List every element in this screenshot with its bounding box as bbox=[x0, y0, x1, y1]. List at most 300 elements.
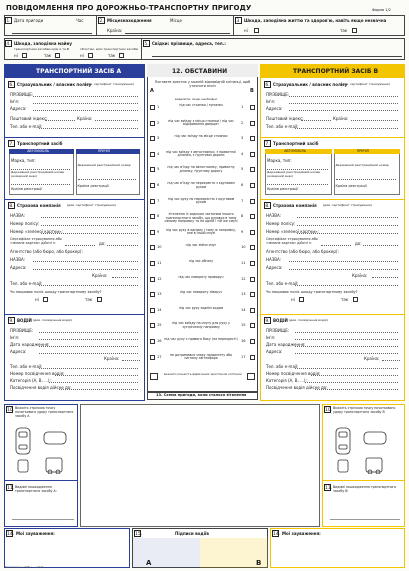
field-10b-number: 10. bbox=[325, 408, 333, 413]
visible-damage-b-label: Видимі пошкодження транспортного засобу В: bbox=[333, 485, 397, 493]
field-5-number: 5. bbox=[144, 42, 149, 47]
driver-a-country-input[interactable] bbox=[122, 356, 140, 361]
circumstance-17-a-checkbox[interactable] bbox=[150, 355, 155, 360]
ins-a-greencard-input[interactable] bbox=[41, 229, 138, 234]
circumstance-11-b-checkbox[interactable] bbox=[250, 261, 255, 266]
ins-a-name-input[interactable] bbox=[41, 213, 138, 218]
ins-b-agency-label: Агентство (або бюро, або брокер): bbox=[266, 249, 339, 254]
circumstance-7-a-number: 7 bbox=[157, 198, 160, 203]
driver-b-name-input[interactable] bbox=[295, 335, 398, 340]
policyholder-b-label: Страхувальник / власник полісу bbox=[273, 82, 348, 87]
damage-v-yes-label: так bbox=[44, 53, 52, 58]
driver-a-name-input[interactable] bbox=[39, 335, 138, 340]
ins-b-agency-name-label: НАЗВА: bbox=[266, 257, 282, 262]
circumstance-11-b-number: 11 bbox=[241, 261, 246, 265]
ins-b-coverage-no[interactable] bbox=[299, 297, 304, 302]
vehicle-b-label: Транспортний засіб bbox=[273, 141, 319, 146]
circumstance-8-a-number: 8 bbox=[157, 214, 160, 219]
driver-b-category-label: Категорія (A, B, ...): bbox=[266, 378, 307, 383]
circumstance-17-b-number: 17 bbox=[241, 354, 246, 359]
damage-v-no-label: ні bbox=[14, 53, 18, 58]
field-11b-number: 11. bbox=[325, 486, 333, 491]
field-4-number: 4. bbox=[6, 42, 11, 47]
impact-point-a-label: Вкажіть стрілкою точку початкового удару транспортного засобу А bbox=[15, 406, 74, 418]
visible-damage-b-input[interactable] bbox=[330, 500, 400, 520]
field-1-number: 1. bbox=[6, 19, 11, 24]
auto-b-country-label: Країна реєстрації bbox=[267, 187, 299, 191]
circumstance-8-b-checkbox[interactable] bbox=[250, 214, 255, 219]
circumstance-1-b-number: 1 bbox=[241, 105, 244, 109]
circumstance-11-text: під час обгону bbox=[188, 259, 214, 263]
driver-a-surname-label: ПРІЗВИЩЕ: bbox=[10, 328, 34, 333]
trailer-a-country-label: Країна реєстрації bbox=[77, 184, 109, 188]
ins-b-cov-no-label: ні bbox=[291, 297, 295, 302]
circumstance-3-b-checkbox[interactable] bbox=[250, 136, 255, 141]
circumstance-6-text: під час в'їзду на перехрестя з круговим рухом bbox=[167, 181, 235, 189]
circumstance-14-b-number: 14 bbox=[241, 307, 246, 312]
ins-b-greencard-input[interactable] bbox=[297, 229, 398, 234]
ins-a-agency-phone-label: Тел. або e-mail: bbox=[10, 281, 43, 286]
ins-a-policy-input[interactable] bbox=[41, 221, 138, 226]
witnesses-label: Свідки: прізвище, адреса, тел.: bbox=[152, 41, 226, 46]
circumstance-17-text: не дотримався знаку пріоритету або сигналу світлофора bbox=[169, 352, 233, 361]
circumstance-13-a-number: 13 bbox=[157, 292, 162, 297]
circumstance-7-b-checkbox[interactable] bbox=[250, 199, 255, 204]
ph-b-address-label: Адреса: bbox=[266, 106, 283, 111]
circumstance-9-a-number: 9 bbox=[157, 229, 160, 234]
ins-b-to-label: до: bbox=[355, 241, 362, 246]
auto-a-header: АВТОМОБІЛЬ bbox=[27, 149, 50, 153]
circumstance-14-a-number: 14 bbox=[157, 307, 162, 312]
column-a-label: А bbox=[150, 88, 154, 94]
circumstance-6-b-checkbox[interactable] bbox=[250, 183, 255, 188]
driver-b-valid-label: Посвідчення водія дійсне до: bbox=[266, 385, 328, 390]
circumstance-5-a-checkbox[interactable] bbox=[150, 167, 155, 172]
driver-b-license-input[interactable] bbox=[311, 371, 398, 376]
ph-b-postcode-input[interactable] bbox=[301, 116, 331, 121]
circumstance-3-a-number: 3 bbox=[157, 136, 160, 141]
circumstance-7-b-number: 7 bbox=[241, 198, 244, 203]
circumstance-3-b-number: 3 bbox=[241, 136, 244, 141]
count-box-a[interactable] bbox=[150, 373, 158, 380]
signature-a-letter: A bbox=[146, 559, 152, 567]
circumstance-8-text: зіткнення із задньою частиною іншого транспортного засобу, що рухався в тому самому напрямку та по одній і тій же смузі bbox=[164, 212, 238, 224]
circumstance-9-b-checkbox[interactable] bbox=[250, 230, 255, 235]
damage-objects-no[interactable] bbox=[88, 53, 93, 58]
field-9b-number: 9. bbox=[265, 319, 270, 324]
driver-b-surname-input[interactable] bbox=[295, 328, 398, 333]
impact-point-b-label: Вкажіть стрілкою точку початкового удару транспортного засобу В bbox=[333, 406, 396, 414]
circumstance-9-text: під час руху в одному і тому ж напрямку, але в іншій смузі bbox=[165, 227, 237, 236]
ph-b-phone-label: Тел. або e-mail: bbox=[266, 124, 299, 129]
circumstance-4-a-checkbox[interactable] bbox=[150, 152, 155, 157]
ins-b-coverage-label: Чи покриває поліс шкоду транспортному засобу? bbox=[266, 290, 358, 294]
circumstance-10-a-checkbox[interactable] bbox=[150, 245, 155, 250]
vehicle-a-label: Транспортний засіб bbox=[17, 141, 63, 146]
ph-a-name-label: Ім'я: bbox=[10, 99, 20, 104]
trailer-a-reg-label: Державний реєстраційний номер bbox=[77, 163, 131, 167]
circumstance-12-a-checkbox[interactable] bbox=[150, 277, 155, 282]
circumstances-intro-sub: видалити, якщо необхідно bbox=[175, 97, 218, 101]
circumstance-17-b-checkbox[interactable] bbox=[250, 355, 255, 360]
driver-b-address-input[interactable] bbox=[295, 349, 398, 354]
driver-a-license-input[interactable] bbox=[55, 371, 138, 376]
driver-b-label: ВОДІЙ bbox=[273, 318, 288, 323]
insurer-b-label: Страхова компанія bbox=[273, 203, 317, 208]
damage-vehicles-yes[interactable] bbox=[55, 53, 60, 58]
ins-b-cert-label: Сертифікат страхування або «зелена картка» дійсні з: bbox=[266, 237, 318, 245]
ins-b-name-input[interactable] bbox=[297, 213, 398, 218]
circumstance-5-b-number: 5 bbox=[241, 167, 244, 172]
circumstance-2-text: під час виїзду з місця стоянки / під час відкривання дверцят bbox=[168, 118, 234, 127]
ph-b-name-label: Ім'я: bbox=[266, 99, 276, 104]
driver-b-dob-label: Дата народження: bbox=[266, 342, 306, 347]
circumstance-8-a-checkbox[interactable] bbox=[150, 214, 155, 219]
circumstance-16-b-number: 16 bbox=[241, 339, 246, 343]
auto-b-make-label: Марка, тип: bbox=[267, 158, 292, 163]
circumstance-12-text: під час повороту праворуч bbox=[178, 274, 224, 279]
ph-a-address-label: Адреса: bbox=[10, 106, 27, 111]
ph-a-surname-label: ПРІЗВИЩЕ: bbox=[10, 92, 34, 97]
circumstance-10-a-number: 10 bbox=[157, 245, 162, 250]
ins-b-policy-input[interactable] bbox=[297, 221, 398, 226]
circumstance-15-a-number: 15 bbox=[157, 323, 162, 328]
ins-a-policy-label: Номер полісу: bbox=[10, 221, 40, 226]
circumstance-1-b-checkbox[interactable] bbox=[250, 105, 255, 110]
driver-a-address-input[interactable] bbox=[39, 349, 138, 354]
circumstance-9-b-number: 9 bbox=[241, 229, 244, 234]
circumstance-10-text: під час зміни смуг bbox=[185, 243, 217, 248]
circumstance-9-a-checkbox[interactable] bbox=[150, 230, 155, 235]
driver-b-license-label: Номер посвідчення водія: bbox=[266, 371, 321, 376]
circumstance-6-a-checkbox[interactable] bbox=[150, 183, 155, 188]
circumstance-16-text: під час руху з правого боку (на перехресті) bbox=[164, 337, 238, 341]
field-6b-number: 6. bbox=[265, 83, 270, 88]
ins-b-greencard-label: Номер «зеленої картки»: bbox=[266, 229, 319, 234]
ins-b-agency-country-input[interactable] bbox=[372, 273, 398, 278]
form-code: Форма 1/2 bbox=[372, 8, 391, 12]
witnesses-input[interactable] bbox=[152, 50, 402, 57]
circumstance-2-b-checkbox[interactable] bbox=[250, 121, 255, 126]
driver-b-dob-input[interactable] bbox=[295, 342, 398, 347]
ph-b-country-label: Країна: bbox=[333, 116, 349, 121]
ph-a-postcode-input[interactable] bbox=[45, 116, 75, 121]
circumstance-14-a-checkbox[interactable] bbox=[150, 308, 155, 313]
ph-b-name-input[interactable] bbox=[289, 99, 398, 104]
ph-b-address-input[interactable] bbox=[289, 106, 398, 111]
driver-a-category-input[interactable] bbox=[49, 378, 138, 383]
policyholder-a-note: (див. сертифікат страхування) bbox=[85, 82, 134, 86]
ph-a-phone-label: Тел. або e-mail: bbox=[10, 124, 43, 129]
field-8a-number: 8. bbox=[9, 204, 14, 209]
field-14b-number: 14. bbox=[273, 532, 281, 537]
circumstance-14-b-checkbox[interactable] bbox=[250, 308, 255, 313]
visible-damage-a-input[interactable] bbox=[12, 500, 74, 520]
circumstance-4-b-checkbox[interactable] bbox=[250, 152, 255, 157]
field-2-number: 2. bbox=[99, 19, 104, 24]
field-7a-number: 7. bbox=[9, 142, 14, 147]
count-label: вказати кількість відмічених хрестиком клітинок bbox=[163, 372, 243, 376]
circumstances-title: 12. ОБСТАВИНИ bbox=[172, 68, 228, 75]
circumstance-1-text: під час стоянки / зупинки bbox=[179, 103, 223, 107]
driver-b-surname-label: ПРІЗВИЩЕ: bbox=[266, 328, 290, 333]
circumstance-13-a-checkbox[interactable] bbox=[150, 292, 155, 297]
ins-a-agency-phone-input[interactable] bbox=[39, 281, 138, 286]
circumstance-16-a-checkbox[interactable] bbox=[150, 339, 155, 344]
circumstance-10-b-checkbox[interactable] bbox=[250, 245, 255, 250]
driver-a-address-label: Адреса: bbox=[10, 349, 27, 354]
ph-b-phone-input[interactable] bbox=[295, 124, 398, 129]
circumstance-8-b-number: 8 bbox=[241, 214, 244, 219]
time-label: Час bbox=[76, 18, 84, 23]
circumstances-intro: Поставте хрестик у кожній відповідній клітинці, щоб уточнити ескіз bbox=[154, 80, 251, 88]
field-14a-number: 14. bbox=[7, 532, 15, 537]
ins-b-valid-to[interactable] bbox=[363, 241, 398, 246]
country-label: Країна: bbox=[107, 28, 123, 33]
signature-b-area[interactable] bbox=[204, 540, 264, 560]
ins-a-name-label: НАЗВА: bbox=[10, 213, 26, 218]
ph-a-country-input[interactable] bbox=[95, 116, 138, 121]
signatures-label: Підписи водіїв bbox=[175, 531, 209, 536]
damage-o-yes-label: так bbox=[108, 53, 116, 58]
auto-b-reg-label: Державний реєстраційний номер (номерний знак) bbox=[267, 170, 321, 178]
ins-a-coverage-no[interactable] bbox=[43, 297, 48, 302]
ins-b-agency-country-label: Країна: bbox=[352, 273, 368, 278]
auto-b-reg-input[interactable] bbox=[267, 180, 328, 185]
ins-a-cert-label: Сертифікат страхування або «зелена картка» дійсні з: bbox=[10, 237, 62, 245]
ins-b-policy-label: Номер полісу: bbox=[266, 221, 296, 226]
insurer-a-note: (див. сертифікат страхування) bbox=[67, 203, 116, 207]
damage-objects-yes[interactable] bbox=[119, 53, 124, 58]
circumstance-12-a-number: 12 bbox=[157, 276, 162, 281]
circumstance-14-text: під час руху заднім ходом bbox=[178, 305, 224, 310]
driver-b-country-label: Країна: bbox=[364, 356, 380, 361]
ins-a-agency-country-input[interactable] bbox=[112, 273, 138, 278]
ins-b-agency-name-input[interactable] bbox=[289, 257, 398, 262]
ins-a-agency-address-label: Адреса: bbox=[10, 265, 27, 270]
remarks-b-input[interactable] bbox=[280, 540, 400, 564]
auto-a-country-label: Країна реєстрації bbox=[11, 187, 43, 191]
ins-b-agency-address-label: Адреса: bbox=[266, 265, 283, 270]
sketch-area[interactable] bbox=[80, 404, 320, 527]
damage-vehicles-no[interactable] bbox=[22, 53, 27, 58]
column-b-label: В bbox=[250, 88, 254, 94]
signature-a-area[interactable] bbox=[136, 540, 196, 560]
circumstance-6-a-number: 6 bbox=[157, 183, 160, 187]
driver-a-phone-label: Тел. або e-mail: bbox=[10, 364, 43, 369]
trailer-b-reg-label: Державний реєстраційний номер bbox=[335, 163, 389, 167]
form-title: ПОВІДОМЛЕННЯ ПРО ДОРОЖНЬО-ТРАНСПОРТНУ ПРИГОДУ bbox=[6, 4, 252, 12]
property-damage-label: Шкода, заподіяна майну bbox=[14, 41, 72, 46]
driver-b-valid-input[interactable] bbox=[315, 385, 398, 390]
trailer-b-reg-input[interactable] bbox=[336, 175, 397, 180]
sketch-title: 13. Схема пригоди, коли сталося зіткнення bbox=[156, 393, 247, 397]
driver-a-dob-input[interactable] bbox=[39, 342, 138, 347]
injury-no-checkbox[interactable] bbox=[254, 28, 259, 33]
auto-b-header: АВТОМОБІЛЬ bbox=[284, 149, 307, 153]
circumstance-13-b-checkbox[interactable] bbox=[250, 292, 255, 297]
circumstance-7-text: під час руху по перехрестю з круговим рухом bbox=[167, 196, 235, 205]
driver-a-label: ВОДІЙ bbox=[17, 318, 32, 323]
ph-a-country-label: Країна: bbox=[77, 116, 93, 121]
ph-b-surname-input[interactable] bbox=[289, 92, 398, 97]
circumstance-5-a-number: 5 bbox=[157, 167, 160, 172]
field-15-number: 15. bbox=[135, 532, 143, 537]
circumstance-12-b-number: 12 bbox=[241, 276, 246, 281]
driver-a-valid-label: Посвідчення водія дійсне до: bbox=[10, 385, 72, 390]
ins-a-greencard-label: Номер «зеленої картки»: bbox=[10, 229, 63, 234]
ph-b-surname-label: ПРІЗВИЩЕ: bbox=[266, 92, 290, 97]
remarks-a-input[interactable] bbox=[14, 540, 126, 564]
driver-a-surname-input[interactable] bbox=[39, 328, 138, 333]
driver-a-valid-input[interactable] bbox=[59, 385, 138, 390]
remarks-b-label: Мої зауваження: bbox=[282, 531, 321, 536]
auto-a-reg-input[interactable] bbox=[11, 180, 70, 185]
driver-b-name-label: Ім'я: bbox=[266, 335, 276, 340]
ins-b-agency-phone-label: Тел. або e-mail: bbox=[266, 281, 299, 286]
circumstance-15-b-number: 15 bbox=[241, 323, 246, 328]
location-input[interactable] bbox=[125, 28, 230, 34]
circumstance-16-b-checkbox[interactable] bbox=[250, 339, 255, 344]
circumstance-15-b-checkbox[interactable] bbox=[250, 323, 255, 328]
driver-a-note: (див. посвідчення водія) bbox=[33, 318, 72, 322]
injury-no-label: ні bbox=[244, 28, 248, 33]
ph-a-address-input[interactable] bbox=[33, 106, 138, 111]
circumstance-5-b-checkbox[interactable] bbox=[250, 167, 255, 172]
driver-a-phone-input[interactable] bbox=[39, 364, 138, 369]
footer-print-info: Виготовлено: ТОВ «...» 2020 bbox=[5, 566, 44, 569]
circumstance-15-text: під час виїзду на смугу для руху у зустрічному напрямку bbox=[172, 321, 230, 329]
circumstance-10-b-number: 10 bbox=[241, 245, 246, 250]
driver-b-phone-input[interactable] bbox=[295, 364, 398, 369]
driver-b-country-input[interactable] bbox=[382, 356, 400, 361]
ph-b-country-input[interactable] bbox=[351, 116, 398, 121]
driver-b-note: (див. посвідчення водія) bbox=[289, 318, 328, 322]
field-3-number: 3. bbox=[236, 19, 241, 24]
ins-a-valid-to[interactable] bbox=[107, 241, 138, 246]
ins-a-agency-address-input[interactable] bbox=[33, 265, 138, 270]
circumstance-3-text: під час заїзду на місце стоянки bbox=[174, 134, 228, 139]
date-time-input[interactable] bbox=[12, 27, 92, 34]
auto-a-reg-label: Державний реєстраційний номер (номерний знак) bbox=[11, 170, 65, 178]
place-label: Місце bbox=[170, 18, 182, 23]
driver-a-category-label: Категорія (A, B, ...): bbox=[10, 378, 51, 383]
trailer-a-header: ПРИЧІП bbox=[97, 149, 110, 153]
count-box-b[interactable] bbox=[247, 373, 255, 380]
circumstance-13-b-number: 13 bbox=[241, 292, 246, 297]
vehicle-b-title: ТРАНСПОРТНИЙ ЗАСІБ В bbox=[293, 68, 379, 75]
policyholder-b-note: (див. сертифікат страхування) bbox=[341, 82, 390, 86]
damage-vehicles-label: транспортним засобам крім А та B bbox=[14, 47, 69, 51]
circumstance-3-a-checkbox[interactable] bbox=[150, 136, 155, 141]
driver-b-category-input[interactable] bbox=[305, 378, 398, 383]
ins-a-coverage-yes[interactable] bbox=[97, 297, 102, 302]
driver-b-phone-label: Тел. або e-mail: bbox=[266, 364, 299, 369]
circumstance-16-a-number: 16 bbox=[157, 339, 162, 343]
field-8b-number: 8. bbox=[265, 204, 270, 209]
insurer-a-label: Страхова компанія bbox=[17, 203, 61, 208]
driver-a-license-label: Номер посвідчення водія: bbox=[10, 371, 65, 376]
ins-a-cov-yes-label: так bbox=[85, 297, 93, 302]
circumstance-17-a-number: 17 bbox=[157, 354, 162, 359]
field-9a-number: 9. bbox=[9, 319, 14, 324]
injury-yes-checkbox[interactable] bbox=[352, 28, 357, 33]
driver-a-name-label: Ім'я: bbox=[10, 335, 20, 340]
circumstance-4-a-number: 4 bbox=[157, 151, 160, 156]
trailer-a-reg-input[interactable] bbox=[78, 175, 137, 180]
driver-a-country-label: Країна: bbox=[104, 356, 120, 361]
ins-a-agency-name-label: НАЗВА: bbox=[10, 257, 26, 262]
circumstance-4-text: під час виїзду з автостоянки, з приватної ділянки, з ґрунтової дороги bbox=[166, 149, 236, 158]
ph-a-surname-input[interactable] bbox=[33, 92, 138, 97]
ins-a-agency-name-input[interactable] bbox=[33, 257, 138, 262]
circumstance-2-a-checkbox[interactable] bbox=[150, 121, 155, 126]
ins-b-agency-address-input[interactable] bbox=[289, 265, 398, 270]
circumstance-4-b-number: 4 bbox=[241, 151, 244, 156]
date-label: Дата пригоди bbox=[14, 18, 44, 23]
ins-a-cov-no-label: ні bbox=[35, 297, 39, 302]
car-diagrams-a[interactable] bbox=[10, 424, 70, 474]
ph-a-postcode-label: Поштовий індекс: bbox=[10, 116, 48, 121]
circumstance-11-a-checkbox[interactable] bbox=[150, 261, 155, 266]
field-10a-number: 10. bbox=[7, 408, 15, 413]
ins-b-cov-yes-label: так bbox=[341, 297, 349, 302]
location-label: Місцезнаходження bbox=[107, 18, 152, 23]
circumstance-2-a-number: 2 bbox=[157, 120, 160, 125]
damage-objects-label: об'єктам, крім транспортних засобів bbox=[80, 47, 139, 51]
circumstance-11-a-number: 11 bbox=[157, 261, 162, 265]
ph-b-postcode-label: Поштовий індекс: bbox=[266, 116, 304, 121]
visible-damage-a-label: Видимі пошкодження транспортного засобу А: bbox=[15, 485, 57, 493]
vehicle-a-title: ТРАНСПОРТНИЙ ЗАСІБ А bbox=[36, 68, 122, 75]
circumstance-12-b-checkbox[interactable] bbox=[250, 277, 255, 282]
ins-b-name-label: НАЗВА: bbox=[266, 213, 282, 218]
injury-label: Шкода, заподіяна життю та здоров'ю, навіть якщо незначна bbox=[244, 18, 387, 23]
ins-b-coverage-yes[interactable] bbox=[353, 297, 358, 302]
trailer-b-header: ПРИЧІП bbox=[356, 149, 369, 153]
ph-a-name-input[interactable] bbox=[33, 99, 138, 104]
circumstance-2-b-number: 2 bbox=[241, 120, 244, 125]
ins-a-agency-label: Агентство (або бюро, або брокер): bbox=[10, 249, 83, 254]
field-7b-number: 7. bbox=[265, 142, 270, 147]
circumstance-15-a-checkbox[interactable] bbox=[150, 323, 155, 328]
circumstance-13-text: під час повороту ліворуч bbox=[180, 290, 222, 295]
ins-a-valid-from[interactable] bbox=[65, 241, 95, 246]
field-6a-number: 6. bbox=[9, 83, 14, 88]
policyholder-a-label: Страхувальник / власник полісу bbox=[17, 82, 92, 87]
signature-b-letter: B bbox=[256, 559, 262, 567]
ins-a-to-label: до: bbox=[99, 241, 106, 246]
damage-o-no-label: ні bbox=[80, 53, 84, 58]
ins-a-coverage-label: Чи покриває поліс шкоду транспортному засобу? bbox=[10, 290, 102, 294]
ins-b-valid-from[interactable] bbox=[321, 241, 351, 246]
circumstance-1-a-checkbox[interactable] bbox=[150, 105, 155, 110]
ph-a-phone-input[interactable] bbox=[39, 124, 138, 129]
driver-a-dob-label: Дата народження: bbox=[10, 342, 50, 347]
circumstance-1-a-number: 1 bbox=[157, 105, 160, 109]
field-11a-number: 11. bbox=[7, 486, 15, 491]
circumstance-5-text: під час в'їзду на автостоянку, приватну ділянку, ґрунтову дорогу bbox=[167, 165, 235, 173]
circumstance-7-a-checkbox[interactable] bbox=[150, 199, 155, 204]
car-diagrams-b[interactable] bbox=[330, 424, 400, 474]
circumstance-6-b-number: 6 bbox=[241, 183, 244, 187]
ins-b-agency-phone-input[interactable] bbox=[295, 281, 398, 286]
ins-a-agency-country-label: Країна: bbox=[92, 273, 108, 278]
insurer-b-note: (див. сертифікат страхування) bbox=[323, 203, 372, 207]
driver-b-address-label: Адреса: bbox=[266, 349, 283, 354]
trailer-b-country-label: Країна реєстрації bbox=[335, 184, 367, 188]
injury-yes-label: так bbox=[340, 28, 348, 33]
